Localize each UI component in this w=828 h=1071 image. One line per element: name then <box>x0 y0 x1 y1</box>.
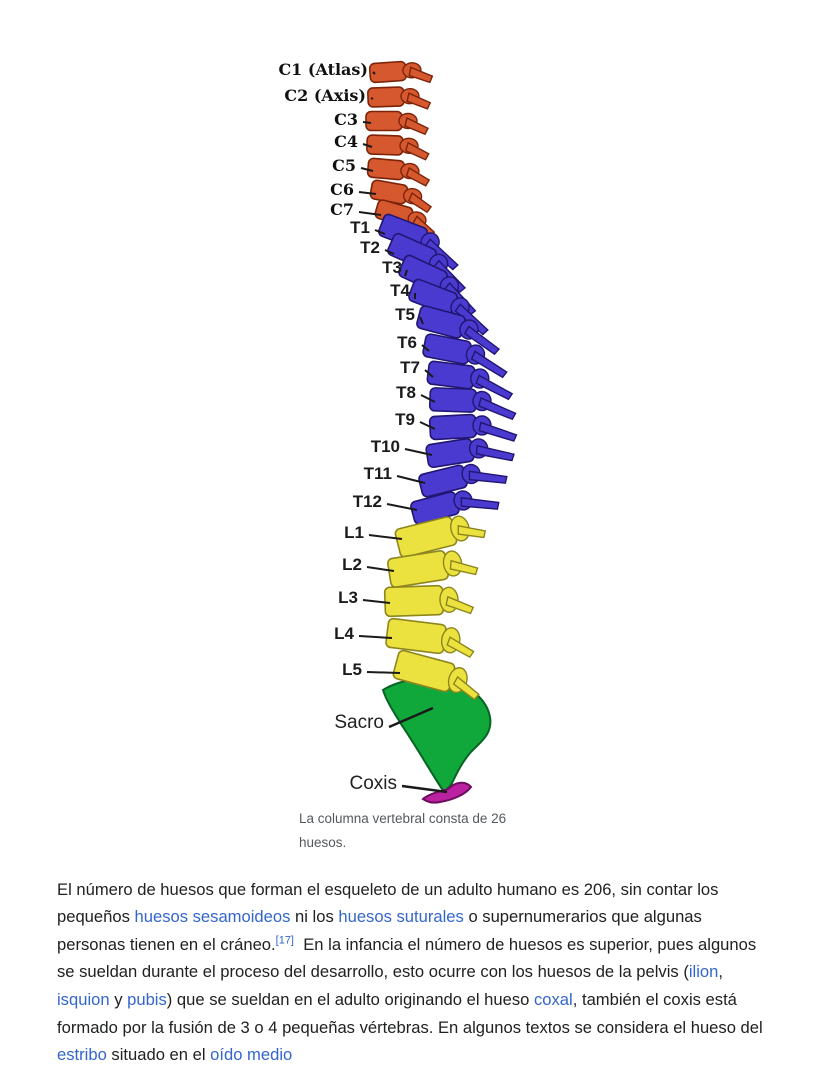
wiki-link-huesos-sesamoideos[interactable]: huesos sesamoideos <box>134 907 291 927</box>
paragraph-text: ni los <box>290 907 339 927</box>
paragraph-text: situado en el <box>106 1045 211 1065</box>
wiki-link-estribo[interactable]: estribo <box>57 1045 107 1065</box>
vertebra-label-T12: T12 <box>352 492 382 511</box>
wiki-link-isquion[interactable]: isquion <box>57 989 110 1009</box>
vertebra-C3 <box>366 112 428 135</box>
paragraph-text: ) que se sueldan en el adulto originando el hueso <box>166 989 534 1009</box>
vertebra-label-T4: T4 <box>390 281 410 300</box>
wiki-link-ilion[interactable]: ilion <box>688 962 719 982</box>
vertebra-label-T7: T7 <box>400 358 420 377</box>
wiki-link-pubis[interactable]: pubis <box>127 989 167 1009</box>
vertebra-C2 <box>368 86 431 111</box>
paragraph-text: o supernumerarios que algunas personas tienen en el cráneo. <box>57 907 702 954</box>
leader-line-C1 <box>373 72 375 74</box>
vertebra-C1 <box>369 59 432 86</box>
wiki-link-huesos-suturales[interactable]: huesos suturales <box>338 907 464 927</box>
paragraph-text: y <box>109 989 128 1009</box>
paragraph-text: , <box>718 962 724 982</box>
vertebra-label-T9: T9 <box>395 410 415 429</box>
vertebra-label-C6: C6 <box>330 180 354 199</box>
vertebra-label-C3: C3 <box>334 110 358 129</box>
vertebra-label-L4: L4 <box>334 624 354 643</box>
vertebra-label-L3: L3 <box>338 588 358 607</box>
vertebra-label-C5: C5 <box>332 156 356 175</box>
reference-link[interactable]: [17] <box>275 934 294 947</box>
vertebra-C4 <box>367 135 430 160</box>
vertebra-label-T1: T1 <box>350 218 370 237</box>
region-label-coxis: Coxis <box>349 773 397 794</box>
vertebra-label-T10: T10 <box>370 437 400 456</box>
vertebra-label-L2: L2 <box>342 555 362 574</box>
wiki-link-oído-medio[interactable]: oído medio <box>210 1045 293 1065</box>
wiki-link-coxal[interactable]: coxal <box>533 989 573 1009</box>
figure-caption: La columna vertebral consta de 26 huesos. <box>299 811 507 850</box>
paragraph-text: El número de huesos que forman el esqueleto de un adulto humano es 206, sin contar los pequeños <box>57 879 719 927</box>
vertebra-label-T11: T11 <box>363 464 392 483</box>
region-label-sacro: Sacro <box>334 712 384 733</box>
vertebra-label-T3: T3 <box>382 258 402 277</box>
vertebra-label-T8: T8 <box>396 383 416 402</box>
vertebra-label-L1: L1 <box>344 523 364 542</box>
paragraph-text: En la infancia el número de huesos es superior, pues algunos se sueldan durante el proceso del desarrollo, esto ocurre con los huesos de la pelvis ( <box>57 934 757 982</box>
paragraph-text: , también el coxis está formado por la fusión de 3 o 4 pequeñas vértebras. En algunos textos se considera el hueso del <box>57 989 763 1037</box>
vertebra-label-C4: C4 <box>334 132 358 151</box>
leader-line-C3 <box>363 122 371 123</box>
vertebra-label-T6: T6 <box>397 333 417 352</box>
vertebra-L3 <box>385 584 474 616</box>
leader-line-C2 <box>371 98 373 99</box>
vertebra-label-L5: L5 <box>342 660 362 679</box>
vertebra-label-T2: T2 <box>360 238 380 257</box>
vertebra-label-C7: C7 <box>330 200 354 219</box>
article-paragraph <box>57 876 774 1069</box>
vertebra-label-T5: T5 <box>395 305 415 324</box>
reference-superscript[interactable] <box>276 934 294 946</box>
vertebra-label-C1: C1 (Atlas) <box>278 60 368 79</box>
vertebra-label-C2: C2 (Axis) <box>284 86 366 105</box>
leader-line-L5 <box>367 672 400 673</box>
